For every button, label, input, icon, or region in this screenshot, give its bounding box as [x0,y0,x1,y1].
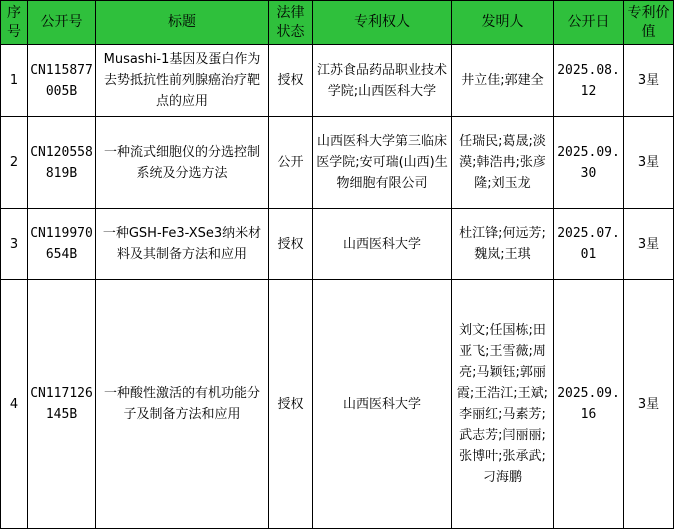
cell-value: 3星 [624,209,674,280]
cell-pub-no: CN117126145B [28,280,96,529]
cell-value: 3星 [624,280,674,529]
cell-pub-no: CN119970654B [28,209,96,280]
cell-index: 3 [1,209,28,280]
cell-legal-status: 授权 [269,209,313,280]
header-assignee: 专利权人 [313,1,452,45]
cell-pub-date: 2025.08.12 [554,45,624,117]
cell-assignee: 山西医科大学 [313,280,452,529]
cell-value: 3星 [624,45,674,117]
header-pub-date: 公开日 [554,1,624,45]
header-inventors: 发明人 [452,1,554,45]
table-row [1,280,674,529]
cell-assignee: 山西医科大学第三临床医学院;安可瑞(山西)生物细胞有限公司 [313,117,452,209]
cell-pub-date: 2025.09.30 [554,117,624,209]
cell-inventors: 杜江锋;何远芳;魏岚;王琪 [452,209,554,280]
cell-index: 2 [1,117,28,209]
header-pub-no: 公开号 [28,1,96,45]
cell-legal-status: 授权 [269,280,313,529]
cell-pub-date: 2025.09.16 [554,280,624,529]
header-row [1,1,674,45]
cell-title: 一种流式细胞仪的分选控制系统及分选方法 [96,117,269,209]
cell-title: Musashi-1基因及蛋白作为去势抵抗性前列腺癌治疗靶点的应用 [96,45,269,117]
cell-assignee: 山西医科大学 [313,209,452,280]
cell-inventors: 刘文;任国栋;田亚飞;王雪薇;周亮;马颖钰;郭丽霞;王浩江;王斌;李丽红;马素芳;武志芳;闫丽丽;张博叶;张承武;刁海鹏 [452,280,554,529]
cell-legal-status: 授权 [269,45,313,117]
table-row [1,117,674,209]
cell-index: 4 [1,280,28,529]
table-row [1,209,674,280]
header-legal-status: 法律状态 [269,1,313,45]
header-index: 序号 [1,1,28,45]
cell-pub-date: 2025.07.01 [554,209,624,280]
header-title: 标题 [96,1,269,45]
cell-pub-no: CN115877005B [28,45,96,117]
cell-pub-no: CN120558819B [28,117,96,209]
cell-inventors: 井立佳;郭建全 [452,45,554,117]
cell-value: 3星 [624,117,674,209]
cell-title: 一种GSH-Fe3-XSe3纳米材料及其制备方法和应用 [96,209,269,280]
cell-assignee: 江苏食品药品职业技术学院;山西医科大学 [313,45,452,117]
cell-index: 1 [1,45,28,117]
table-row [1,45,674,117]
cell-inventors: 任瑞民;葛晟;淡漠;韩浩冉;张彦隆;刘玉龙 [452,117,554,209]
cell-legal-status: 公开 [269,117,313,209]
header-value: 专利价值 [624,1,674,45]
cell-title: 一种酸性激活的有机功能分子及制备方法和应用 [96,280,269,529]
